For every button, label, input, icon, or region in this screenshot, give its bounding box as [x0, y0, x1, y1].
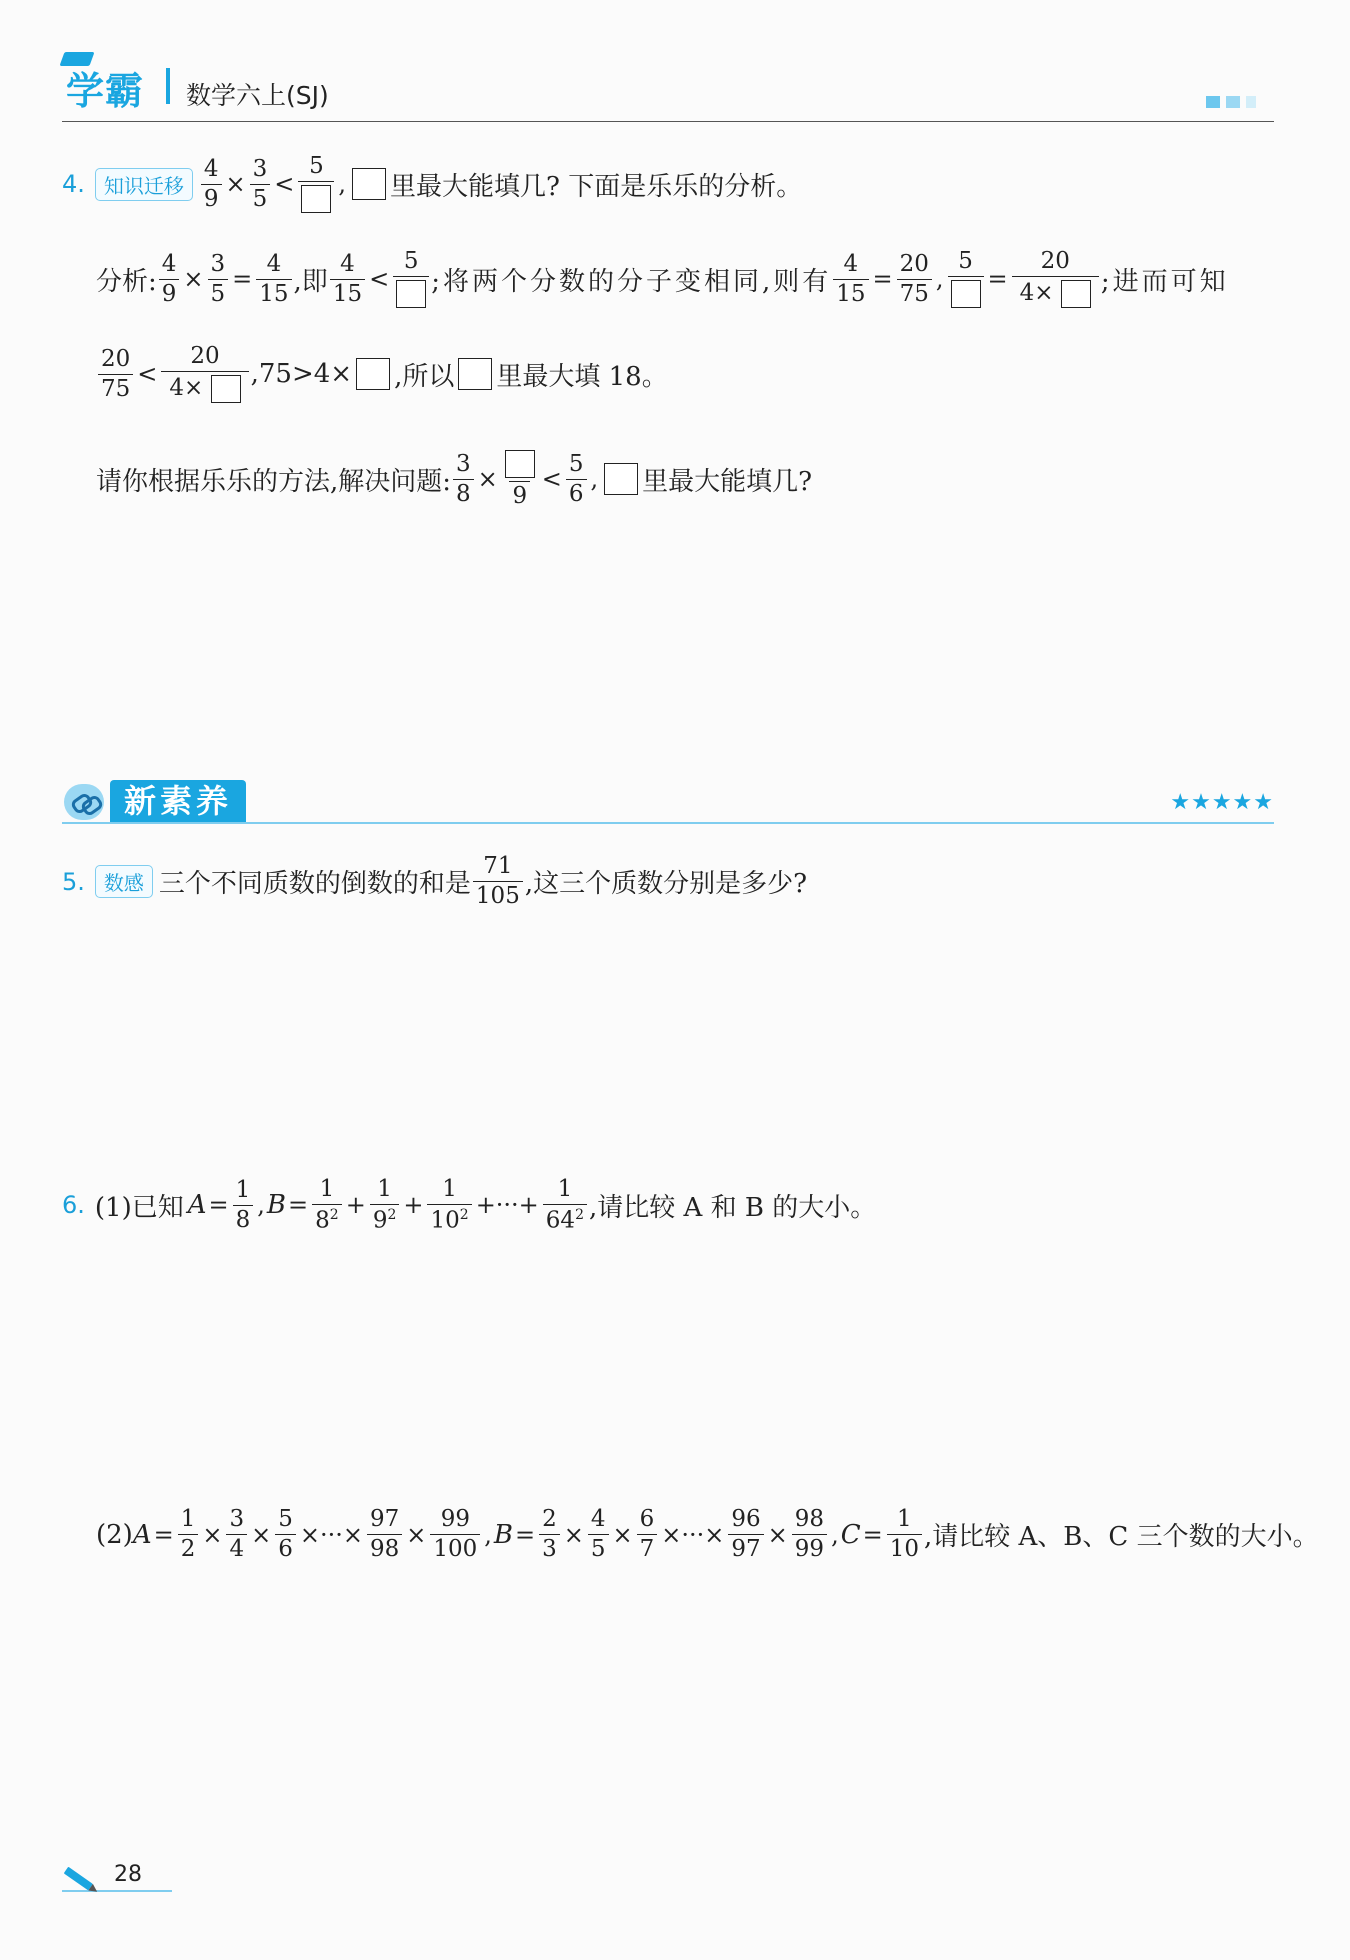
- section-banner: [62, 780, 1274, 824]
- q5-line: [62, 855, 807, 908]
- page-number: 28: [114, 1862, 142, 1887]
- header-decoration: [1206, 96, 1256, 108]
- q6-part1-prefix: (1)已知: [94, 1192, 184, 1223]
- fraction: $\frac{3}{8}$: [453, 453, 474, 506]
- fraction: $\frac{1}{9^2}$: [370, 1178, 400, 1233]
- q5-number: 5.: [62, 867, 85, 896]
- q5-text-b: ,这三个质数分别是多少?: [524, 869, 808, 899]
- q6-part1-line: 6. (1)已知 A = $\frac{1}{8}$ , B = $\frac{1}{8^2}$ + $\frac{1}{9^2}$ + $\frac{1}{10^2}$ +···+ $\frac{1}{64^2}$ ,请比较 A 和 B 的大小。: [62, 1176, 877, 1234]
- fraction: $\frac{97}{98}$: [367, 1508, 402, 1561]
- q4-line-3: $\frac{20}{75}$ < $\frac{20}{4\times}$ ,75>4× ,所以 里最大填 18。: [96, 345, 668, 403]
- fraction: $\frac{4}{15}$: [833, 253, 868, 306]
- answer-box[interactable]: [458, 358, 492, 390]
- page-footer: [62, 1862, 172, 1892]
- answer-box[interactable]: [356, 358, 390, 390]
- fraction: 5: [948, 250, 984, 308]
- fraction: 5: [393, 250, 429, 308]
- line3-part-b: ,所以: [394, 361, 455, 392]
- analysis-middle: ;将两个分数的分子变相同,则有: [431, 266, 832, 297]
- fraction: $\frac{5}{6}$: [275, 1508, 296, 1561]
- page-header: [62, 58, 1274, 122]
- q6-part2-prefix: (2): [96, 1519, 133, 1550]
- analysis-ji: ,即: [293, 266, 328, 297]
- fraction: $\frac{4}{15}$: [330, 253, 365, 306]
- fraction: $\frac{20}{4\times}$: [1012, 250, 1099, 308]
- fraction: $\frac{4}{9}$: [159, 253, 180, 306]
- q6-part1-suffix: ,请比较 A 和 B 的大小。: [589, 1192, 877, 1223]
- fraction: 5: [298, 155, 334, 213]
- q4-ask-line: 请你根据乐乐的方法,解决问题: $\frac{3}{8}$ × 9 < $\frac{5}{6}$ , 里最大能填几?: [96, 450, 813, 509]
- analysis-end: ;进而可知: [1100, 266, 1229, 297]
- q4-analysis-line: 分析: $\frac{4}{9}$ × $\frac{3}{5}$ = $\frac{4}{15}$ ,即 $\frac{4}{15}$ < 5 ;将两个分数的分子变相同,则有 $\frac{4}{15}$ = $\frac{20}{75}$ , 5 = $\frac{20}{4\times}$ ;进而可知: [96, 248, 1229, 307]
- line3-part-c: 里最大填 18。: [496, 361, 668, 392]
- fraction: $\frac{99}{100}$: [430, 1508, 480, 1561]
- analysis-label: 分析:: [96, 266, 157, 297]
- fraction: $\frac{71}{105}$: [473, 855, 523, 908]
- fraction: $\frac{3}{4}$: [226, 1508, 247, 1561]
- link-icon: [64, 784, 104, 820]
- fraction: $\frac{5}{6}$: [566, 453, 587, 506]
- fraction: $\frac{4}{9}$: [201, 158, 222, 211]
- logo-divider: [166, 68, 170, 104]
- line3-part-a: ,75>4×: [250, 359, 353, 389]
- fraction: $\frac{1}{10^2}$: [427, 1178, 471, 1233]
- q4-number: 4.: [62, 170, 85, 198]
- fraction: $\frac{2}{3}$: [539, 1508, 560, 1561]
- q4-prompt: 里最大能填几? 下面是乐乐的分析。: [390, 171, 803, 202]
- answer-box[interactable]: [604, 463, 638, 495]
- fraction: $\frac{6}{7}$: [637, 1508, 658, 1561]
- q4-tag: 知识迁移: [95, 168, 193, 201]
- ask-suffix: 里最大能填几?: [642, 466, 813, 497]
- q5-tag: 数感: [95, 865, 153, 898]
- fraction: $\frac{1}{64^2}$: [543, 1178, 587, 1233]
- pencil-icon: [64, 1867, 93, 1891]
- section-title: 新素养: [110, 780, 246, 822]
- fraction: $\frac{1}{8^2}$: [312, 1178, 342, 1233]
- fraction: $\frac{3}{5}$: [250, 158, 271, 211]
- q4-line-1: 4. 知识迁移 $\frac{4}{9}$ × $\frac{3}{5}$ < 5 , 里最大能填几? 下面是乐乐的分析。: [62, 153, 803, 212]
- answer-box[interactable]: [352, 168, 386, 200]
- fraction: $\frac{1}{8}$: [233, 1179, 254, 1232]
- fraction: $\frac{4}{5}$: [588, 1508, 609, 1561]
- q6-number: 6.: [62, 1191, 85, 1220]
- brand-logo: [66, 60, 144, 115]
- q5-text-a: 三个不同质数的倒数的和是: [158, 869, 471, 899]
- q6-part2-line: (2) A = $\frac{1}{2}$ × $\frac{3}{4}$ × $\frac{5}{6}$ ×···× $\frac{97}{98}$ × $\frac{99}{100}$ , B = $\frac{2}{3}$ × $\frac{4}{5}$ × $\frac{6}{7}$ ×···× $\frac{96}{97}$ × $\frac{98}{99}$ , C = $\frac{1}{10}$ ,请比较 A、B、C 三个数的大小。: [96, 1506, 1319, 1562]
- fraction: $\frac{1}{2}$: [178, 1508, 199, 1561]
- fraction: $\frac{20}{75}$: [98, 348, 133, 401]
- fraction: $\frac{98}{99}$: [792, 1508, 827, 1561]
- difficulty-stars: ★★★★★: [1170, 790, 1274, 815]
- logo-text: 学霸: [66, 69, 145, 113]
- fraction: $\frac{20}{4\times}$: [161, 345, 248, 403]
- ask-prefix: 请你根据乐乐的方法,解决问题:: [96, 466, 452, 497]
- fraction: $\frac{3}{5}$: [208, 253, 229, 306]
- fraction: 9: [502, 450, 538, 508]
- fraction: $\frac{20}{75}$: [897, 253, 932, 306]
- fraction: $\frac{96}{97}$: [728, 1508, 763, 1561]
- book-title: 数学六上(SJ): [186, 81, 329, 110]
- fraction: $\frac{1}{10}$: [887, 1508, 922, 1561]
- q6-part2-suffix: ,请比较 A、B、C 三个数的大小。: [924, 1522, 1319, 1552]
- graduation-cap-icon: [59, 52, 94, 66]
- fraction: $\frac{4}{15}$: [256, 253, 291, 306]
